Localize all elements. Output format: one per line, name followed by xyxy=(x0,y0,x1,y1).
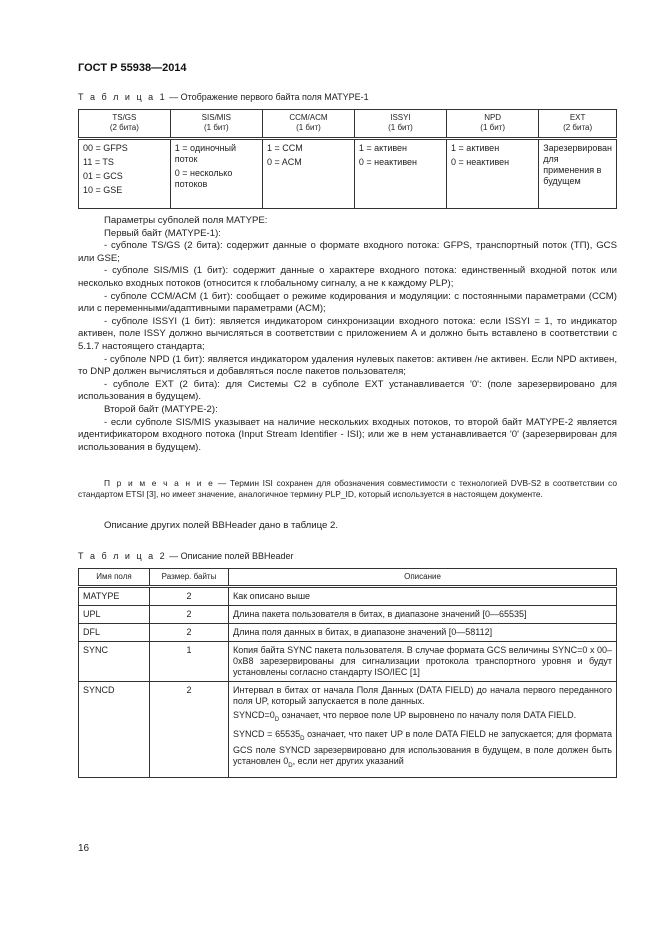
field-size: 2 xyxy=(150,682,229,778)
field-name: DFL xyxy=(79,624,150,642)
table2-caption xyxy=(78,551,294,561)
field-size: 2 xyxy=(150,624,229,642)
table1-header-issyi: ISSYI (1 бит) xyxy=(354,110,446,139)
table1-cell-issyi: 1 = активен 0 = неактивен xyxy=(354,139,446,209)
table1-cell-tsgs: 00 = GFPS 11 = TS 01 = GCS 10 = GSE xyxy=(79,139,171,209)
syncd-desc-3: SYNCD = $65535_D$ означает, что пакет UP в поле DATA FIELD не запускается; для формата GCS поле SYNCD зарезервировано для использования в будущем, в поле должен быть установлен $0_D$, если нет других указаний xyxy=(233,728,612,769)
paragraph: - субполе NPD (1 бит): является индикатором удаления нулевых пакетов: активен /не активен. Если NPD активен, то DNP должен вычисляться и добавляться после пакетов пользователя; xyxy=(78,353,617,378)
document-id: ГОСТ Р 55938—2014 xyxy=(78,62,187,74)
table-row xyxy=(79,682,617,778)
table1-cell-npd: 1 = активен 0 = неактивен xyxy=(447,139,539,209)
bbheader-table xyxy=(78,568,617,778)
table-row xyxy=(79,587,617,606)
field-desc: Как описано выше xyxy=(229,587,617,606)
table2-caption-label: Т а б л и ц а 2 xyxy=(78,551,167,561)
field-size: 1 xyxy=(150,642,229,682)
table1-header-tsgs: TS/GS (2 бита) xyxy=(79,110,171,139)
paragraph: - субполе SIS/MIS (1 бит): содержит данные о характере входного потока: единственный входной поток или несколько входных потоков (относится к глобальному сигналу, а не к каждому PLP); xyxy=(78,265,617,289)
paragraph: Второй байт (MATYPE-2): xyxy=(104,403,218,415)
field-desc: Длина пакета пользователя в битах, в диапазоне значений [0—65535] xyxy=(229,606,617,624)
table1-cell-ext: Зарезервирован для применения в будущем xyxy=(539,139,617,209)
field-size: 2 xyxy=(150,587,229,606)
field-size: 2 xyxy=(150,606,229,624)
field-desc xyxy=(229,682,617,778)
table2-caption-text: — Описание полей BBHeader xyxy=(166,551,294,561)
table1-cell-ccmacm: 1 = CCM 0 = ACM xyxy=(262,139,354,209)
paragraph: - если субполе SIS/MIS указывает на наличие нескольких входных потоков, то второй байт MATYPE-2 является идентификатором входного потока (Input Stream Identifier - ISI); или же в нем устанавливается '0' (зарезервирован для использования в будущем). xyxy=(78,416,617,453)
note-text: — Термин ISI сохранен для обозначения совместимости с технологией DVB-S2 в соответствии со стандартом ETSI [3], но имеет значение, аналогичное термину PLP_ID, который используется в настоящем документе. xyxy=(78,478,617,499)
paragraph: Параметры субполей поля MATYPE: xyxy=(104,215,268,226)
table1-header-npd: NPD (1 бит) xyxy=(447,110,539,139)
table2-header-name: Имя поля xyxy=(79,569,150,587)
field-desc: Длина поля данных в битах, в диапазоне значений [0—58112] xyxy=(229,624,617,642)
table1-cell-sismis: 1 = одиночный поток 0 = несколько потоков xyxy=(170,139,262,209)
page-number: 16 xyxy=(78,843,90,854)
table-row xyxy=(79,642,617,682)
body-text xyxy=(78,215,617,454)
note-label: П р и м е ч а н и е xyxy=(104,478,215,488)
table1-caption-text: — Отображение первого байта поля MATYPE-1 xyxy=(166,92,369,102)
matype-table xyxy=(78,109,617,209)
field-name: MATYPE xyxy=(79,587,150,606)
table-row xyxy=(79,624,617,642)
field-name: SYNCD xyxy=(79,682,150,778)
table1-caption-label: Т а б л и ц а 1 xyxy=(78,92,167,102)
paragraph: Первый байт (MATYPE-1): xyxy=(104,227,221,239)
table1-header-ext: EXT (2 бита) xyxy=(539,110,617,139)
table1-header-ccmacm: CCM/ACM (1 бит) xyxy=(262,110,354,139)
note xyxy=(78,478,617,500)
table2-header-size: Размер. байты xyxy=(150,569,229,587)
paragraph: - субполе CCM/ACM (1 бит): сообщает о режиме кодирования и модуляции: с постоянными параметрами (CCM) или с переменными/адаптивными параметрами (ACM); xyxy=(78,290,617,315)
paragraph: - субполе EXT (2 бита): для Системы C2 в субполе EXT устанавливается '0': (поле зарезервировано для использования в будущем). xyxy=(78,378,617,403)
field-name: SYNC xyxy=(79,642,150,682)
paragraph: - субполе ISSYI (1 бит): является индикатором синхронизации входного потока: если ISSYI = 1, то индикатор активен, поле ISSY должно вычисляться в соответствии с приложением А и должно быть вставлено в соответствии с 5.1.7 настоящего стандарта; xyxy=(78,315,617,352)
table1-caption xyxy=(78,92,369,102)
field-name: UPL xyxy=(79,606,150,624)
table2-header-desc: Описание xyxy=(229,569,617,587)
syncd-desc-1: Интервал в битах от начала Поля Данных (DATA FIELD) до начала первого переданного поля UP, который запускается в поле данных. xyxy=(233,685,612,706)
table1-header-sismis: SIS/MIS (1 бит) xyxy=(170,110,262,139)
paragraph-table2-ref: Описание других полей BBHeader дано в таблице 2. xyxy=(104,520,338,531)
table-row xyxy=(79,606,617,624)
syncd-desc-2: $SYNCD=0_D$ означает, что первое поле UP выровнено по началу поля DATA FIELD. xyxy=(233,710,577,723)
paragraph: - субполе TS/GS (2 бита): содержит данные о формате входного потока: GFPS, транспортный поток (ТП), GCS или GSE; xyxy=(78,240,617,264)
field-desc: Копия байта SYNC пакета пользователя. В случае формата GCS величины SYNC=0 x 00–0xB8 зарезервированы для сигнализации протокола транспортного уровня и будут установлены согласно стандарту ISO/IEC [1] xyxy=(229,642,617,682)
